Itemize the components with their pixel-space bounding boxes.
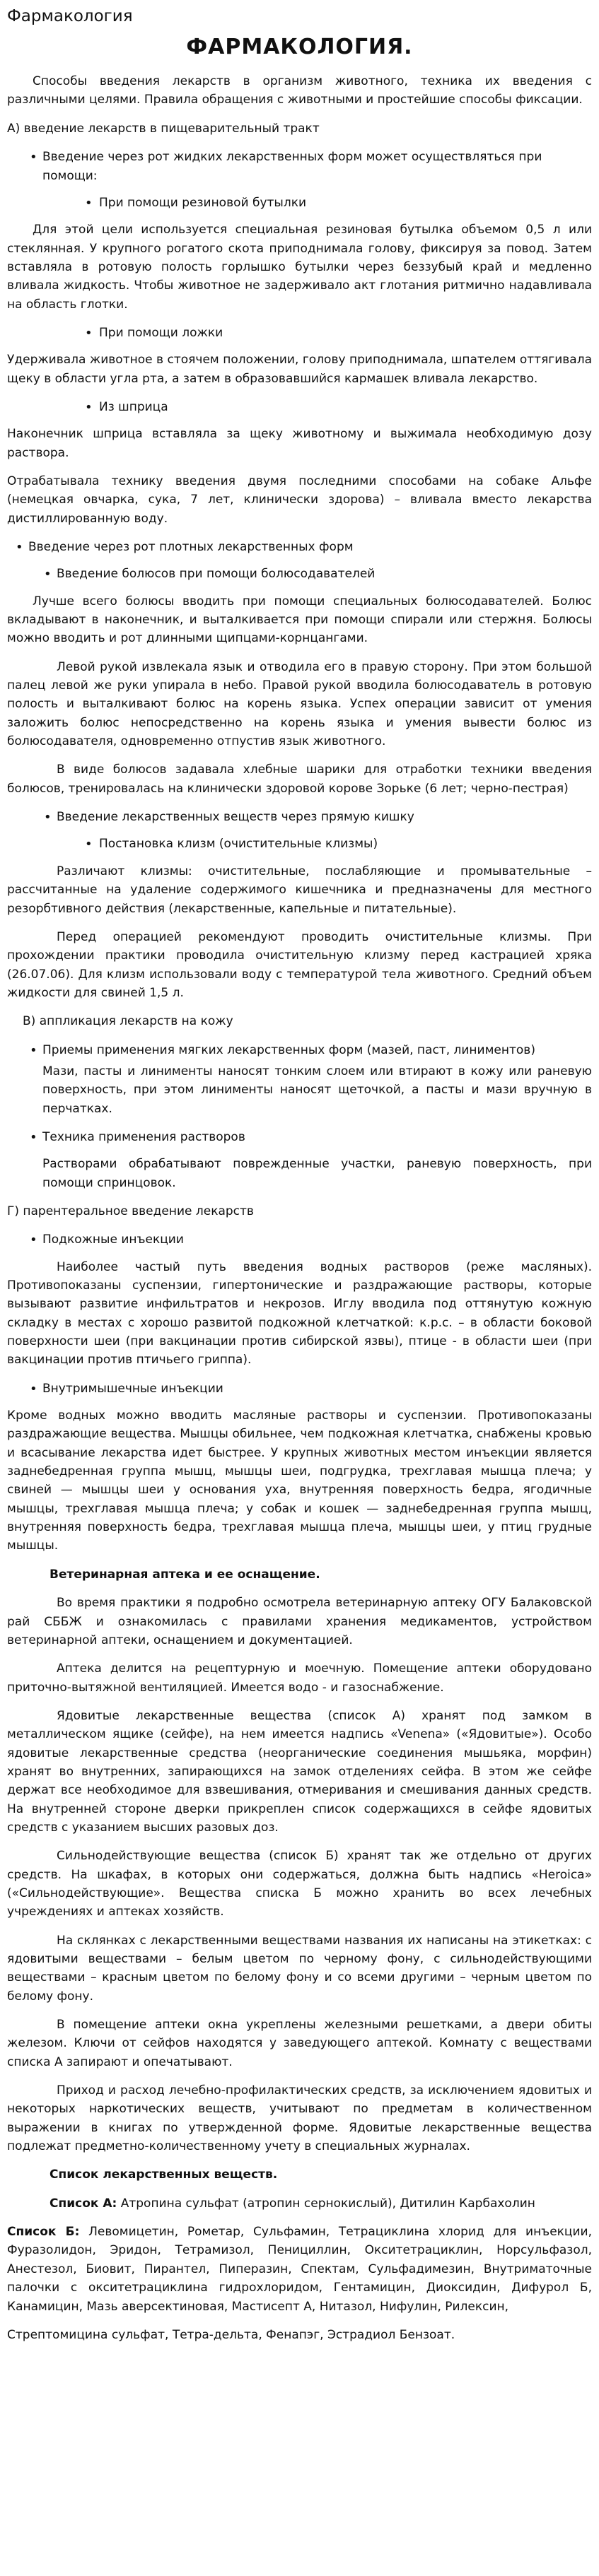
enema-paragraph-1: Различают клизмы: очистительные, послабляющие и промывательные – рассчитанные на удаление содержимого кишечника и предназначены для местного резорбтивного действия (лекарственные, капельные и питательные). bbox=[7, 864, 592, 916]
list-subcut bbox=[7, 1230, 592, 1249]
list-item: • Введение болюсов при помощи болюсодавателей bbox=[7, 565, 592, 583]
list-oral bbox=[7, 148, 592, 185]
document-title: ФАРМАКОЛОГИЯ. bbox=[186, 34, 413, 59]
bottle-paragraph: Для этой цели используется специальная резиновая бутылка объемом 0,5 л или стеклянная. У крупного рогатого скота приподнимала голову, фиксируя за повод. Затем вставляла в ротовую полость горлышко бутылки через беззубый край и медленно вливала жидкость. Чтобы животное не задерживало акт глотания ритмично надавливала на область глотки. bbox=[7, 223, 592, 312]
list-enema bbox=[7, 835, 592, 853]
pharmacy-paragraph-6: В помещение аптеки окна укреплены железными решетками, а двери обиты железом. Ключи от сейфов находятся у заведующего аптекой. Комнату с веществами списка А запирают и опечатывают. bbox=[7, 2018, 592, 2069]
list-solid bbox=[7, 538, 592, 556]
list-item: • Введение через рот жидких лекарственных форм может осуществляться при помощи: bbox=[7, 148, 592, 185]
list-item: • При помощи ложки bbox=[7, 324, 592, 342]
list-item: • Введение лекарственных веществ через прямую кишку bbox=[7, 808, 592, 826]
list-item: • Внутримышечные инъекции bbox=[7, 1380, 592, 1398]
solutions-paragraph: Растворами обрабатывают поврежденные участки, раневую поверхность, при помощи спринцовок. bbox=[42, 1157, 592, 1190]
pharmacy-paragraph-3: Ядовитые лекарственные вещества (список А) хранят под замком в металлическом ящике (сейфе), на нем имеется надпись «Venena» («Ядовитые»). Особо ядовитые лекарственные средства (неорганические соединения мышьяка, морфин) хранят во внутренних, запирающихся на замок отделениях сейфа. В этом же сейфе держат все необходимое для взвешивания, отмеривания и смешивания данных средств. На внутренней стороне дверки прикреплен список содержащихся в сейфе ядовитых средств с указанием высших разовых доз. bbox=[7, 1708, 592, 1835]
page-header: Фармакология bbox=[7, 7, 133, 25]
pharmacy-paragraph-5: На склянках с лекарственными веществами названия их написаны на этикетках: с ядовитыми веществами – белым цветом по черному фону, с сильнодействующими веществами – красным цветом по белому фону и со всеми другими – черным цветом по белому фону. bbox=[7, 1933, 592, 2004]
list-a-paragraph bbox=[7, 2194, 592, 2213]
pharmacy-paragraph-4: Сильнодействующие вещества (список Б) хранят так же отдельно от других средств. На шкафах, в которых они содержаться, должна быть надпись «Heroica» («Сильнодействующие». Вещества списка Б можно хранить во всех лечебных учреждениях и аптеках хозяйств. bbox=[7, 1849, 592, 1919]
list-item: • Постановка клизм (очистительные клизмы) bbox=[7, 835, 592, 853]
list-b-tail: Стрептомицина сульфат, Тетра-дельта, Фенапэг, Эстрадиол Бензоат. bbox=[7, 2327, 455, 2342]
list-b-paragraph bbox=[7, 2223, 592, 2316]
list-item: • Техника применения растворов bbox=[7, 1128, 592, 1146]
list-item: • Введение через рот плотных лекарственных форм bbox=[7, 538, 592, 556]
soft-paragraph: Мази, пасты и линименты наносят тонким слоем или втирают в кожу или раневую поверхность, при этом линименты наносят щеточкой, а пасты и мази вручную в перчатках. bbox=[42, 1064, 592, 1116]
intro-paragraph: Способы введения лекарств в организм животного, техника их введения с различными целями. Правила обращения с животными и простейшие способы фиксации. bbox=[7, 74, 592, 107]
list-b-label: Список Б: bbox=[7, 2225, 80, 2240]
list-item: • Из шприца bbox=[7, 398, 592, 416]
section-g-heading: Г) парентеральное введение лекарств bbox=[7, 1204, 254, 1218]
list-a-text: Атропина сульфат (атропин сернокислый), Дитилин Карбахолин bbox=[120, 2196, 535, 2211]
section-a-heading: А) введение лекарств в пищеварительный тракт bbox=[7, 121, 320, 136]
pharmacy-paragraph-2: Аптека делится на рецептурную и моечную. Помещение аптеки оборудовано приточно-вытяжной вентиляцией. Имеется водо - и газоснабжение. bbox=[7, 1662, 592, 1695]
list-syringe bbox=[7, 398, 592, 416]
bolus-paragraph-2: Левой рукой извлекала язык и отводила его в правую сторону. При этом большой палец левой же руки упирала в небо. Правой рукой вводила болюсодаватель в ротовую полость и выталкивают болюс на корень языка. Успех операции зависит от умения заложить болюс непосредственно на корень языка и умения вывести болюс из болюсодавателя, одновременно отпустив язык животного. bbox=[7, 659, 592, 749]
bolus-paragraph-3: В виде болюсов задавала хлебные шарики для отработки техники введения болюсов, тренировалась на клинически здоровой корове Зорьке (6 лет; черно-пестрая) bbox=[7, 763, 592, 796]
section-b-heading: В) аппликация лекарств на кожу bbox=[23, 1014, 233, 1029]
enema-paragraph-2: Перед операцией рекомендуют проводить очистительные клизмы. При прохождении практики проводила очистительную клизму перед кастрацией хряка (26.07.06). Для клизм использовали воду с температурой тела животного. Средний объем жидкости для свиней 1,5 л. bbox=[7, 929, 592, 1000]
pharmacy-paragraph-7: Приход и расход лечебно-профилактических средств, за исключением ядовитых и некоторых наркотических веществ, учитывают по предметам в количественном выражении в книгах по утвержденной форме. Ядовитые лекарственные вещества подлежат предметно-количественному учету в специальных журналах. bbox=[7, 2083, 592, 2154]
dog-paragraph: Отрабатывала технику введения двумя последними способами на собаке Альфе (немецкая овчарка, сука, 7 лет, клинически здорова) – вливала вместо лекарства дистиллированную воду. bbox=[7, 474, 592, 526]
drug-list-heading: Список лекарственных веществ. bbox=[50, 2168, 278, 2182]
list-a-label: Список А: bbox=[50, 2196, 117, 2211]
spoon-paragraph: Удерживала животное в стоячем положении, голову приподнимала, шпателем оттягивала щеку в области угла рта, а затем в образовавшийся кармашек вливала лекарство. bbox=[7, 353, 592, 386]
syringe-paragraph: Наконечник шприца вставляла за щеку животному и выжимала необходимую дозу раствора. bbox=[7, 427, 592, 460]
list-solutions bbox=[7, 1128, 592, 1146]
list-item: • Подкожные инъекции bbox=[7, 1230, 592, 1249]
pharmacy-heading: Ветеринарная аптека и ее оснащение. bbox=[50, 1567, 320, 1582]
list-spoon bbox=[7, 324, 592, 342]
im-paragraph: Кроме водных можно вводить масляные растворы и суспензии. Противопоказаны раздражающие вещества. Мышцы обильнее, чем подкожная клетчатка, снабжены кровью и всасывание лекарства идет быстрее. У крупных животных местом инъекции является заднебедренная группа мышц, мышцы шеи, подгрудка, трехглавая мышца плеча; у свиней — мышцы шеи у основания уха, внутренняя поверхность бедра, ягодичные мышцы, трехглавая мышца плеча; у собак и кошек — заднебедренная группа мышц, внутренняя поверхность бедра, трехглавая мышца плеча, мышцы шеи, у птиц грудные мышцы. bbox=[7, 1408, 592, 1553]
list-item: • Приемы применения мягких лекарственных форм (мазей, паст, линиментов) bbox=[7, 1041, 592, 1059]
list-bottle bbox=[7, 194, 592, 212]
pharmacy-paragraph-1: Во время практики я подробно осмотрела ветеринарную аптеку ОГУ Балаковской рай СББЖ и ознакомилась с правилами хранения медикаментов, устройством ветеринарной аптеки, оснащением и документацией. bbox=[7, 1596, 592, 1647]
list-rectal bbox=[7, 808, 592, 826]
list-bolus bbox=[7, 565, 592, 583]
bolus-paragraph-1: Лучше всего болюсы вводить при помощи специальных болюсодавателей. Болюс вкладывают в наконечник, и выталкивается при помощи спирали или стержня. Болюсы можно вводить и рот длинными щипцами-корнцангами. bbox=[7, 594, 592, 646]
list-im bbox=[7, 1380, 592, 1398]
list-soft bbox=[7, 1041, 592, 1059]
list-item: • При помощи резиновой бутылки bbox=[7, 194, 592, 212]
subcut-paragraph: Наиболее частый путь введения водных растворов (реже масляных). Противопоказаны суспензии, гипертонические и раздражающие растворы, которые вызывают развитие инфильтратов и некрозов. Иглу вводила под оттянутую кожную складку в местах с хорошо развитой подкожной клетчаткой: к.р.с. – в области боковой поверхности шеи (при вакцинации против сибирской язвы), птице - в области шеи (при вакцинации против птичьего гриппа). bbox=[7, 1259, 592, 1368]
list-b-text: Левомицетин, Рометар, Сульфамин, Тетрациклина хлорид для инъекции, Фуразолидон, Эридон, Тетрамизол, Пенициллин, Окситетрациклин, Норсульфазол, Анестезол, Биовит, Пирантел, Пиперазин, Спектам, Сульфадимезин, Внутриматочные палочки с окситетрациклина гидрохлоридом, Гентамицин, Диоксидин, Дифурол Б, Канамицин, Мазь аверсектиновая, Мастисепт А, Нитазол, Нифулин, Рилексин, bbox=[7, 2225, 592, 2314]
